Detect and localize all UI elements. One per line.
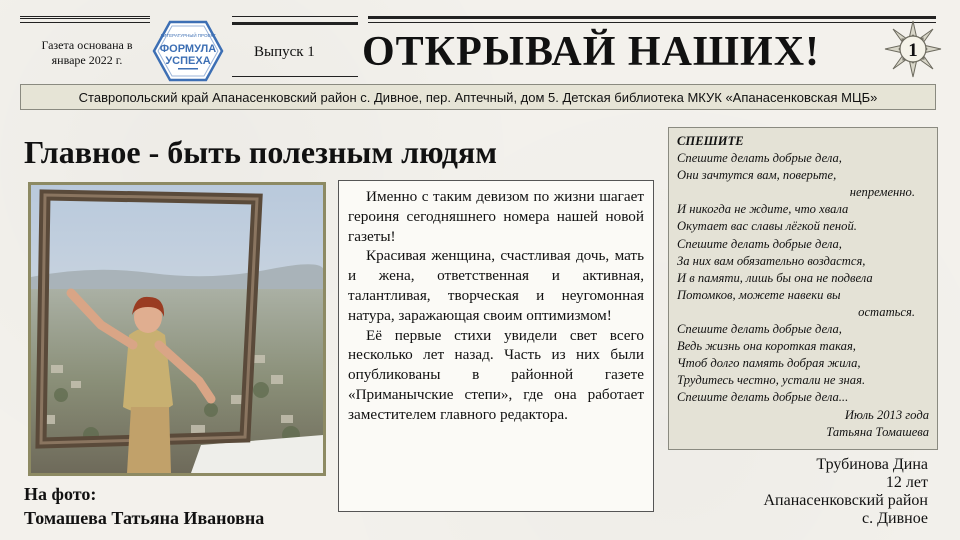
poem-title: СПЕШИТЕ [677,134,744,148]
logo-line-2: УСПЕХА [165,55,211,67]
poem-line: Трудитесь честно, устали не зная. [677,373,866,388]
poem-signature: Татьяна Томашева [826,424,929,439]
article-paragraph: Красивая женщина, счастливая дочь, мать и жена, ответственная и активная, талантливая, творческая и неугомонная натура, заражающая своим оптимизмом! [348,247,644,324]
poem-line: Спешите делать добрые дела, [677,236,842,251]
author-village: с. Дивное [862,510,928,527]
poem-line: остаться. [858,304,915,319]
address-bar: Ставропольский край Апанасенковский район с. Дивное, пер. Аптечный, дом 5. Детская библиотека МКУК «Апанасенковская МЦБ» [20,84,936,110]
author-name: Трубинова Дина [816,456,928,473]
poem-line: Ведь жизнь она короткая такая, [677,339,856,354]
caption-label: На фото: [24,484,97,504]
logo-line-1: ФОРМУЛА [159,43,217,55]
header-rule [20,22,150,23]
photo-caption [24,482,264,530]
poem-line: Потомков, можете навеки вы [677,287,841,302]
header-rule [368,22,936,23]
formula-uspeha-logo [152,20,224,82]
article-headline: Главное - быть полезным людям [24,134,498,170]
badge-number: 1 [908,40,918,61]
founded-note: Газета основана в январе 2022 г. [41,38,133,67]
poem-line: Они зачтутся вам, поверьте, [677,168,837,183]
article-author [700,456,928,528]
header-rule [368,16,936,19]
author-age: 12 лет [885,474,928,491]
issue-number: Выпуск 1 [254,44,315,60]
poem-line: непременно. [849,185,915,200]
author-district: Апанасенковский район [763,492,928,509]
logo-small-text: ЛИТЕРАТУРНЫЙ ПРОЕКТ [160,33,216,38]
poem-box [668,127,938,450]
header-rule [232,76,358,77]
poem-line: Спешите делать добрые дела, [677,151,842,166]
caption-name: Томашева Татьяна Ивановна [24,508,265,528]
poem-date: Июль 2013 года [844,407,929,422]
poem-line: Спешите делать добрые дела... [677,390,849,405]
header-rule [20,16,150,19]
sun-badge-icon [884,20,942,78]
newspaper-title: ОТКРЫВАЙ НАШИХ! [362,29,821,75]
poem-line: Окутает вас славы лёгкой пеной. [677,219,857,234]
poem-line: Чтоб долго память добрая жила, [677,356,861,371]
header-rule [232,22,358,25]
article-paragraph: Её первые стихи увидели свет всего несколько лет назад. Часть из них были опубликованы в районной газете «Приманычские степи», где она работает заместителем главного редактора. [348,326,644,423]
poem-line: И в памяти, лишь бы она не подвела [677,270,873,285]
article-paragraph: Именно с таким девизом по жизни шагает героиня сегодняшнего номера нашей новой газеты! [348,188,644,245]
poem-line: И никогда не ждите, что хвала [677,202,849,217]
poem-line: За них вам обязательно воздастся, [677,253,866,268]
poem-line: Спешите делать добрые дела, [677,322,842,337]
portrait-photo [28,182,326,476]
header-rule [232,16,358,17]
article-body [338,180,654,512]
